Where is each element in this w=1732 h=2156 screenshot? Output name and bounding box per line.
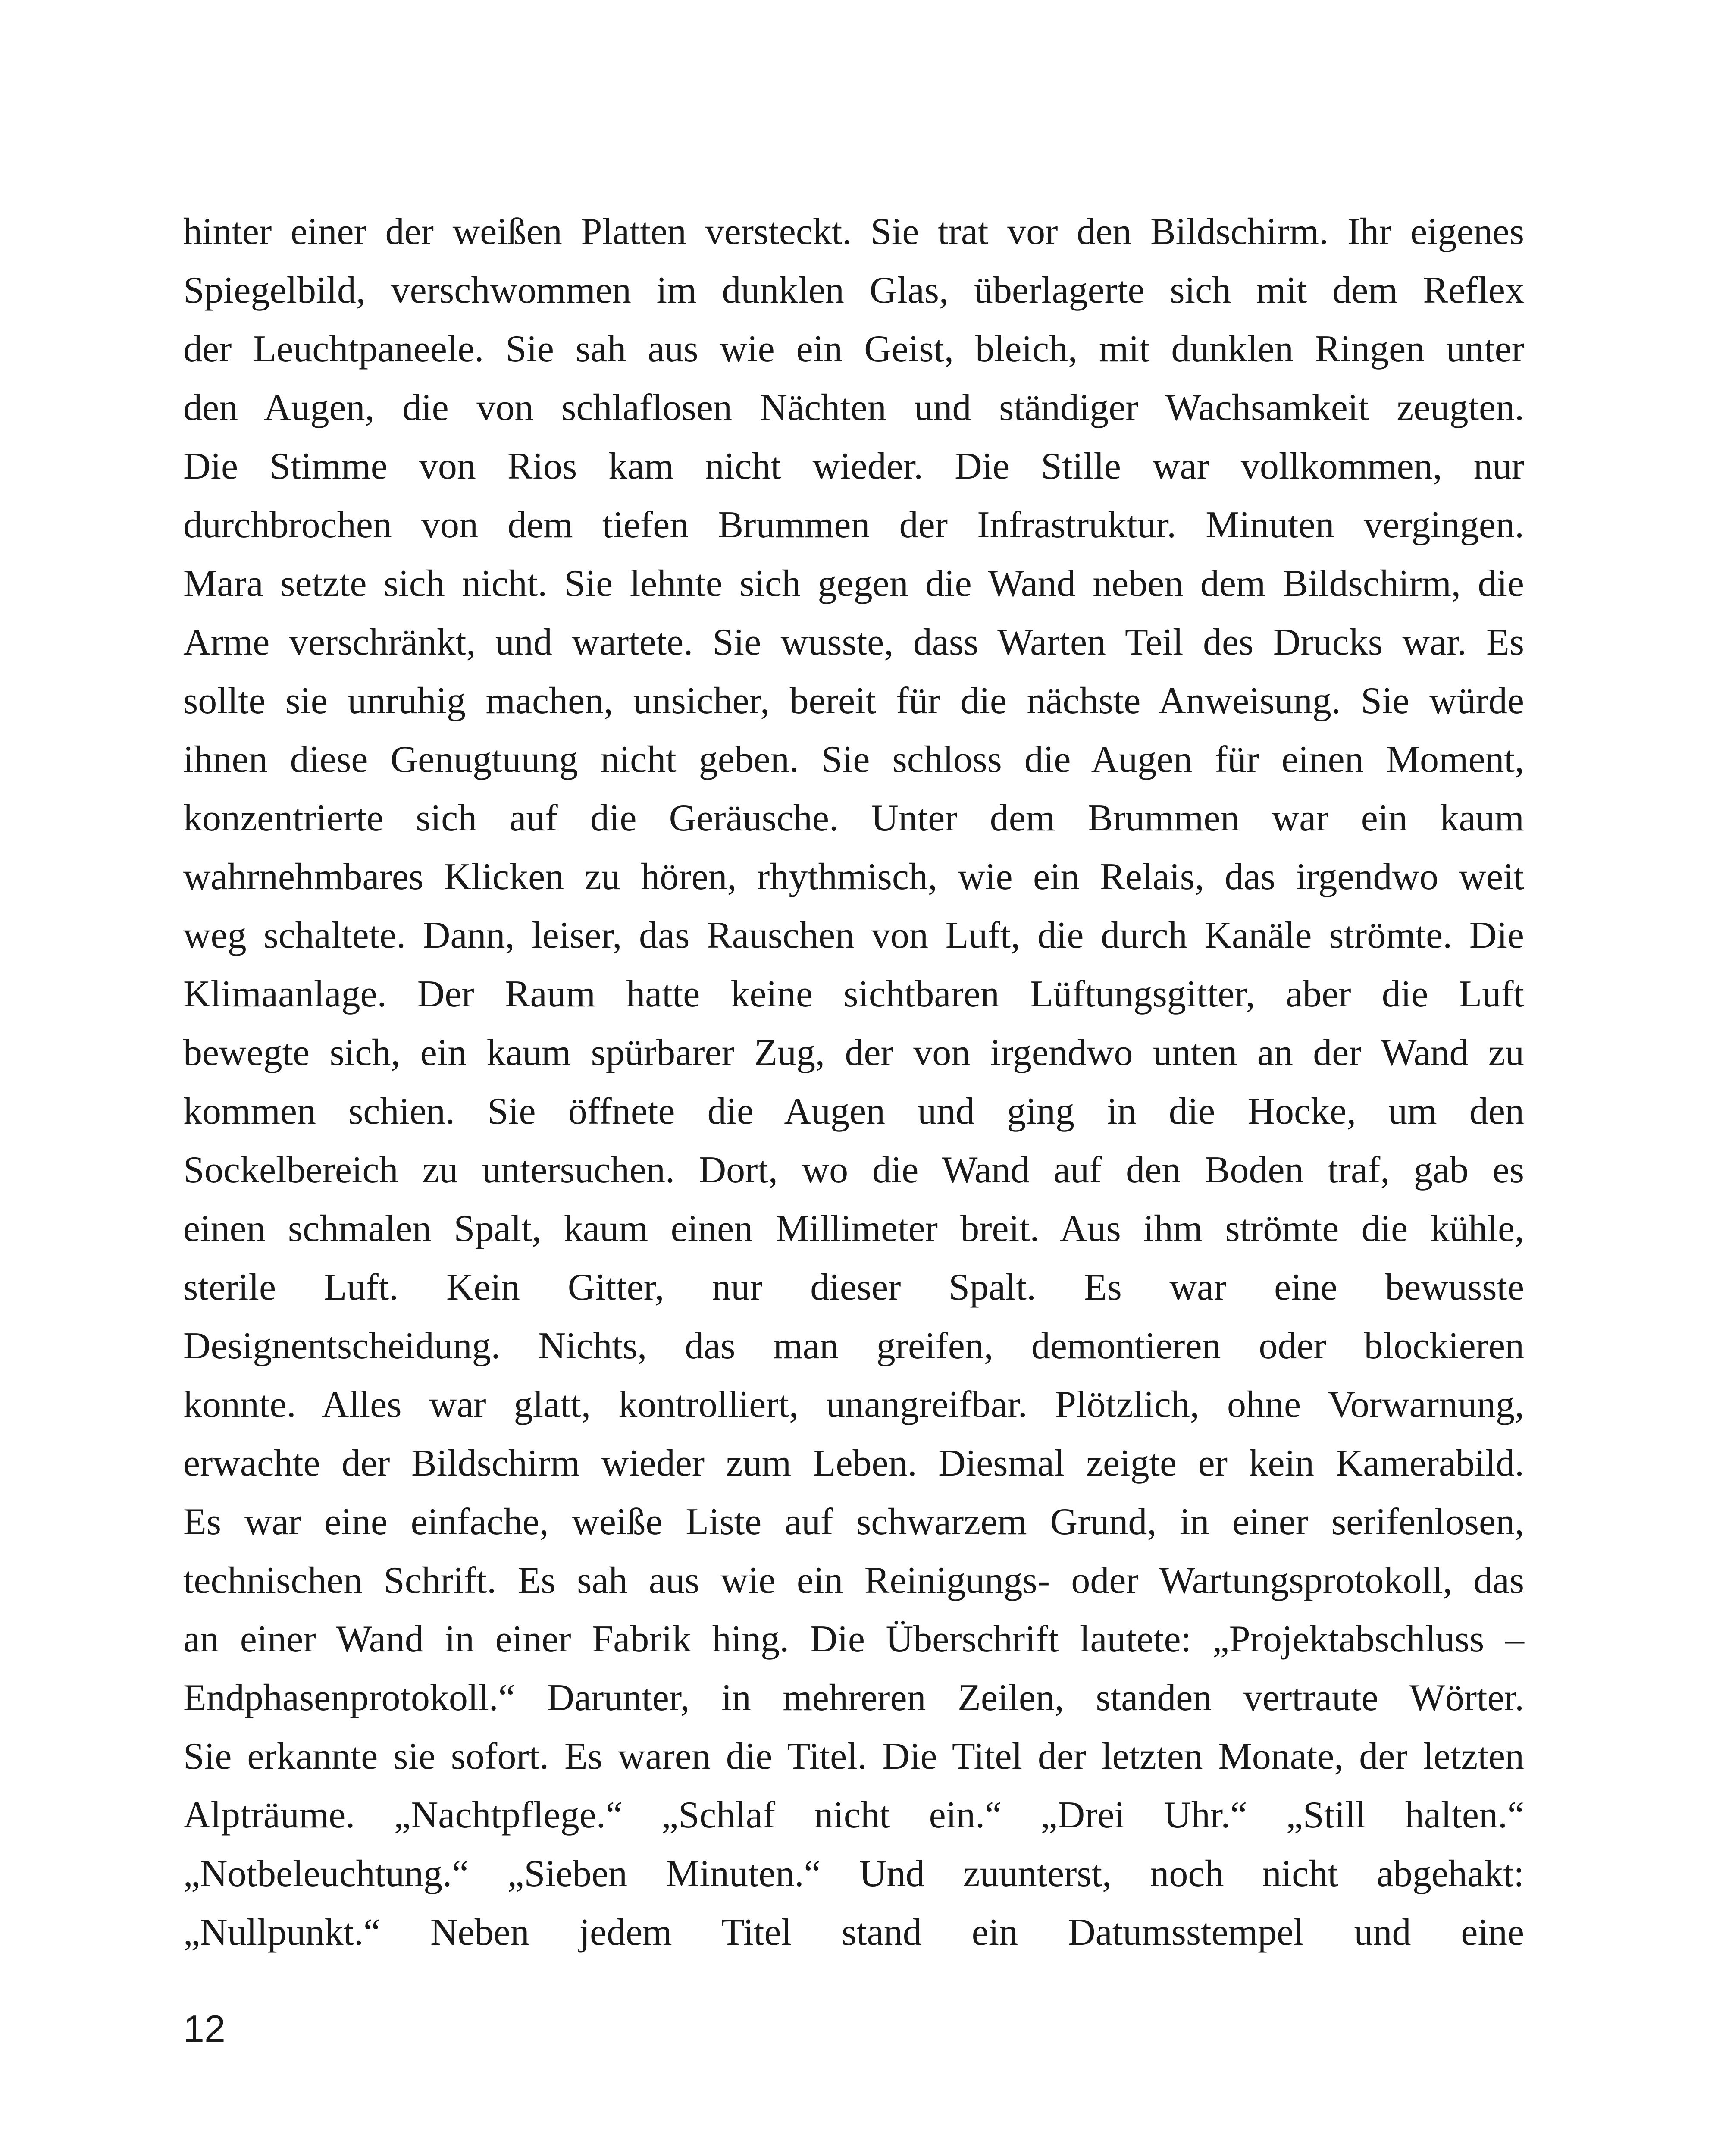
- text-line: technischen Schrift. Es sah aus wie ein Reinigungs- oder Wartungsprotokoll, das: [183, 1560, 1524, 1601]
- text-line: sollte sie unruhig machen, unsicher, bereit für die nächste Anweisung. Sie würde: [183, 680, 1524, 722]
- text-line: Spiegelbild, verschwommen im dunklen Glas, überlagerte sich mit dem Reflex: [183, 270, 1524, 311]
- text-line: „Nullpunkt.“ Neben jedem Titel stand ein Datumsstempel und eine: [183, 1912, 1524, 1953]
- text-line: kommen schien. Sie öffnete die Augen und ging in die Hocke, um den: [183, 1091, 1524, 1132]
- page-number: 12: [183, 2007, 226, 2050]
- text-line: einen schmalen Spalt, kaum einen Millimeter breit. Aus ihm strömte die kühle,: [183, 1208, 1524, 1250]
- text-line: konnte. Alles war glatt, kontrolliert, unangreifbar. Plötzlich, ohne Vorwarnung,: [183, 1384, 1524, 1426]
- body-text: [183, 203, 1524, 1962]
- text-line: erwachte der Bildschirm wieder zum Leben. Diesmal zeigte er kein Kamerabild.: [183, 1442, 1524, 1484]
- text-line: sterile Luft. Kein Gitter, nur dieser Spalt. Es war eine bewusste: [183, 1266, 1524, 1308]
- text-line: an einer Wand in einer Fabrik hing. Die Überschrift lautete: „Projektabschluss –: [183, 1618, 1524, 1660]
- text-line: Arme verschränkt, und wartete. Sie wusste, dass Warten Teil des Drucks war. Es: [183, 621, 1524, 663]
- text-line: Mara setzte sich nicht. Sie lehnte sich gegen die Wand neben dem Bildschirm, die: [183, 563, 1524, 605]
- text-line: „Notbeleuchtung.“ „Sieben Minuten.“ Und zuunterst, noch nicht abgehakt:: [183, 1853, 1524, 1895]
- text-line: hinter einer der weißen Platten versteckt. Sie trat vor den Bildschirm. Ihr eigenes: [183, 211, 1524, 253]
- text-line: bewegte sich, ein kaum spürbarer Zug, der von irgendwo unten an der Wand zu: [183, 1032, 1524, 1074]
- text-line: Designentscheidung. Nichts, das man greifen, demontieren oder blockieren: [183, 1325, 1524, 1367]
- text-line: konzentrierte sich auf die Geräusche. Unter dem Brummen war ein kaum: [183, 797, 1524, 839]
- text-line: Es war eine einfache, weiße Liste auf schwarzem Grund, in einer serifenlosen,: [183, 1501, 1524, 1543]
- text-line: den Augen, die von schlaflosen Nächten und ständiger Wachsamkeit zeugten.: [183, 387, 1524, 429]
- text-line: Klimaanlage. Der Raum hatte keine sichtbaren Lüftungsgitter, aber die Luft: [183, 973, 1524, 1015]
- text-line: ihnen diese Genugtuung nicht geben. Sie schloss die Augen für einen Moment,: [183, 739, 1524, 780]
- text-line: weg schaltete. Dann, leiser, das Rauschen von Luft, die durch Kanäle strömte. Die: [183, 915, 1524, 956]
- text-line: Endphasenprotokoll.“ Darunter, in mehreren Zeilen, standen vertraute Wörter.: [183, 1677, 1524, 1719]
- text-line: Alpträume. „Nachtpflege.“ „Schlaf nicht ein.“ „Drei Uhr.“ „Still halten.“: [183, 1794, 1524, 1836]
- text-line: wahrnehmbares Klicken zu hören, rhythmisch, wie ein Relais, das irgendwo weit: [183, 856, 1524, 898]
- text-line: Die Stimme von Rios kam nicht wieder. Die Stille war vollkommen, nur: [183, 445, 1524, 487]
- text-line: Sie erkannte sie sofort. Es waren die Titel. Die Titel der letzten Monate, der letzten: [183, 1736, 1524, 1777]
- text-line: der Leuchtpaneele. Sie sah aus wie ein Geist, bleich, mit dunklen Ringen unter: [183, 328, 1524, 370]
- text-line: durchbrochen von dem tiefen Brummen der Infrastruktur. Minuten vergingen.: [183, 504, 1524, 546]
- text-line: Sockelbereich zu untersuchen. Dort, wo die Wand auf den Boden traf, gab es: [183, 1149, 1524, 1191]
